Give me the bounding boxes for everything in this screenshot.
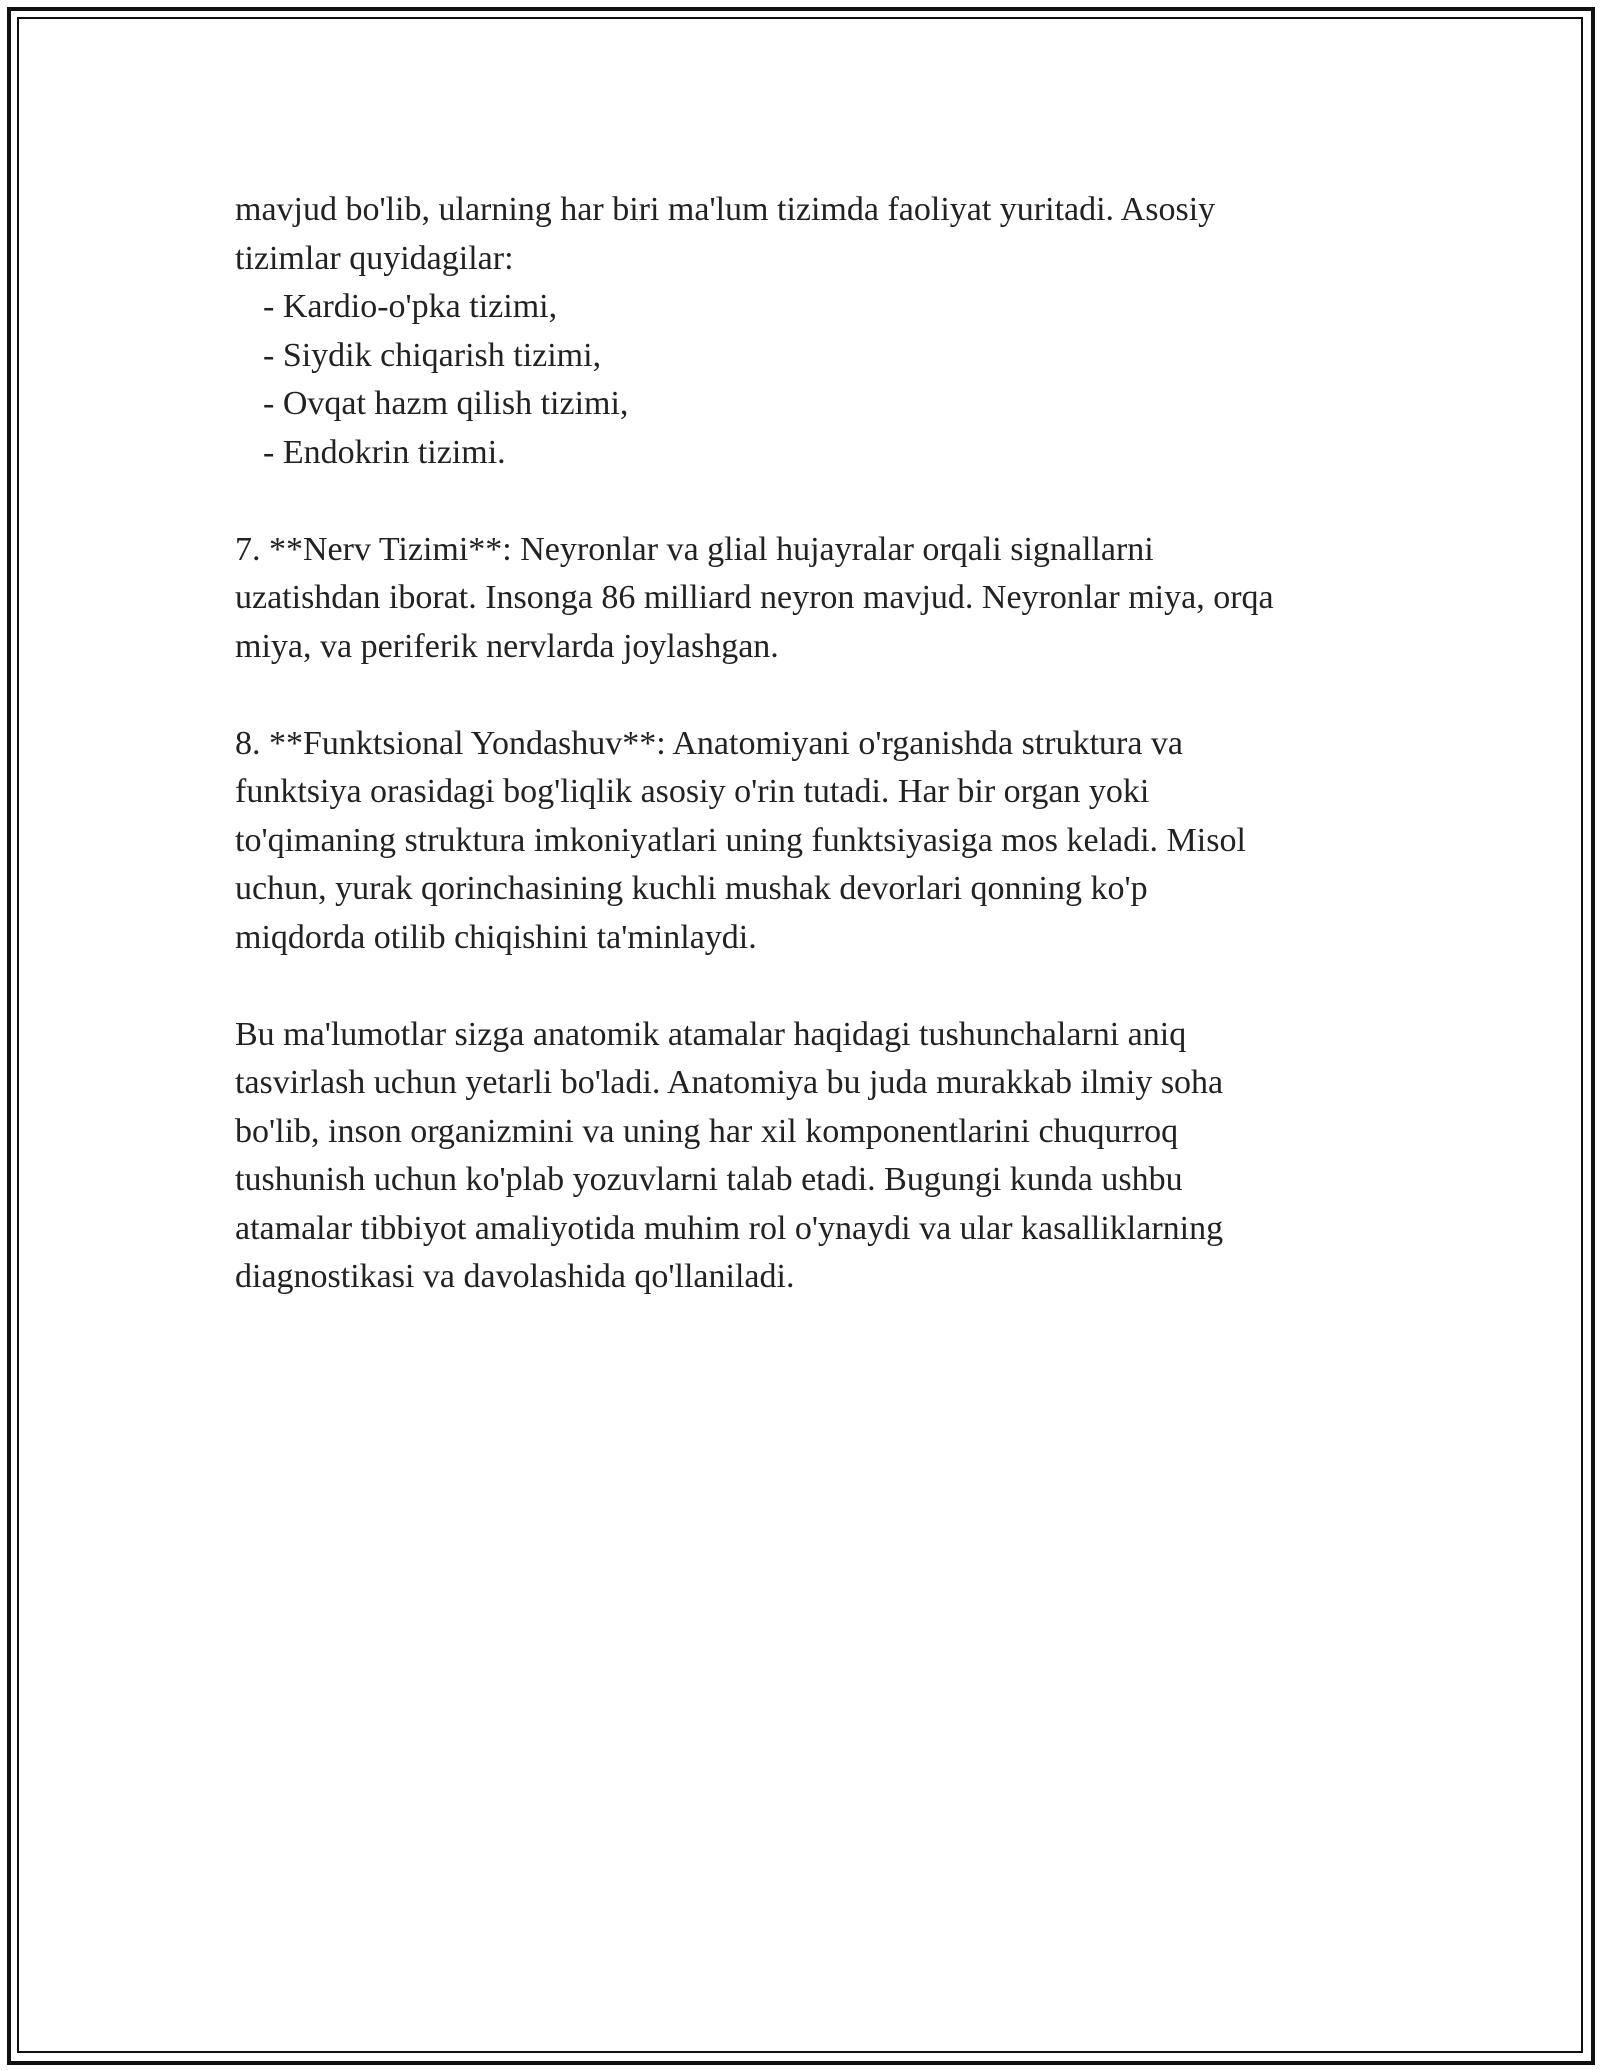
- conclusion-paragraph: [235, 1011, 1385, 1302]
- text-line: uchun, yurak qorinchasining kuchli mushak devorlari qonning ko'p: [235, 870, 1148, 907]
- section-7-paragraph: [235, 526, 1385, 672]
- paragraph-gap: [235, 671, 1385, 720]
- text-line: uzatishdan iborat. Insonga 86 milliard neyron mavjud. Neyronlar miya, orqa: [235, 579, 1274, 616]
- text-line: diagnostikasi va davolashida qo'llaniladi.: [235, 1258, 795, 1295]
- intro-paragraph: [235, 186, 1385, 477]
- text-line: to'qimaning struktura imkoniyatlari uning funktsiyasiga mos keladi. Misol: [235, 821, 1246, 859]
- text-line: 8. **Funktsional Yondashuv**: Anatomiyani o'rganishda struktura va: [235, 724, 1184, 762]
- text-line: Bu ma'lumotlar sizga anatomik atamalar haqidagi tushunchalarni aniq: [235, 1015, 1187, 1053]
- text-line: funktsiya orasidagi bog'liqlik asosiy o'rin tutadi. Har bir organ yoki: [235, 773, 1150, 810]
- text-line: tushunish uchun ko'plab yozuvlarni talab etadi. Bugungi kunda ushbu: [235, 1161, 1183, 1198]
- paragraph-gap: [235, 477, 1385, 526]
- list-item: - Endokrin tizimi.: [263, 433, 506, 471]
- text-line: miya, va periferik nervlarda joylashgan.: [235, 627, 779, 665]
- list-item: - Siydik chiqarish tizimi,: [263, 336, 602, 374]
- text-line: bo'lib, inson organizmini va uning har xil komponentlarini chuqurroq: [235, 1112, 1179, 1150]
- systems-list: [235, 283, 1385, 477]
- list-item: - Ovqat hazm qilish tizimi,: [263, 385, 629, 422]
- text-line: mavjud bo'lib, ularning har biri ma'lum tizimda faoliyat yuritadi. Asosiy: [235, 191, 1216, 228]
- list-item: - Kardio-o'pka tizimi,: [263, 288, 558, 325]
- text-line: tasvirlash uchun yetarli bo'ladi. Anatomiya bu juda murakkab ilmiy soha: [235, 1064, 1224, 1101]
- text-line: miqdorda otilib chiqishini ta'minlaydi.: [235, 918, 757, 956]
- document-body: [235, 186, 1385, 1302]
- text-line: 7. **Nerv Tizimi**: Neyronlar va glial hujayralar orqali signallarni: [235, 530, 1154, 568]
- text-line: tizimlar quyidagilar:: [235, 239, 514, 277]
- paragraph-gap: [235, 962, 1385, 1011]
- text-line: atamalar tibbiyot amaliyotida muhim rol o'ynaydi va ular kasalliklarning: [235, 1209, 1224, 1247]
- section-8-paragraph: [235, 720, 1385, 963]
